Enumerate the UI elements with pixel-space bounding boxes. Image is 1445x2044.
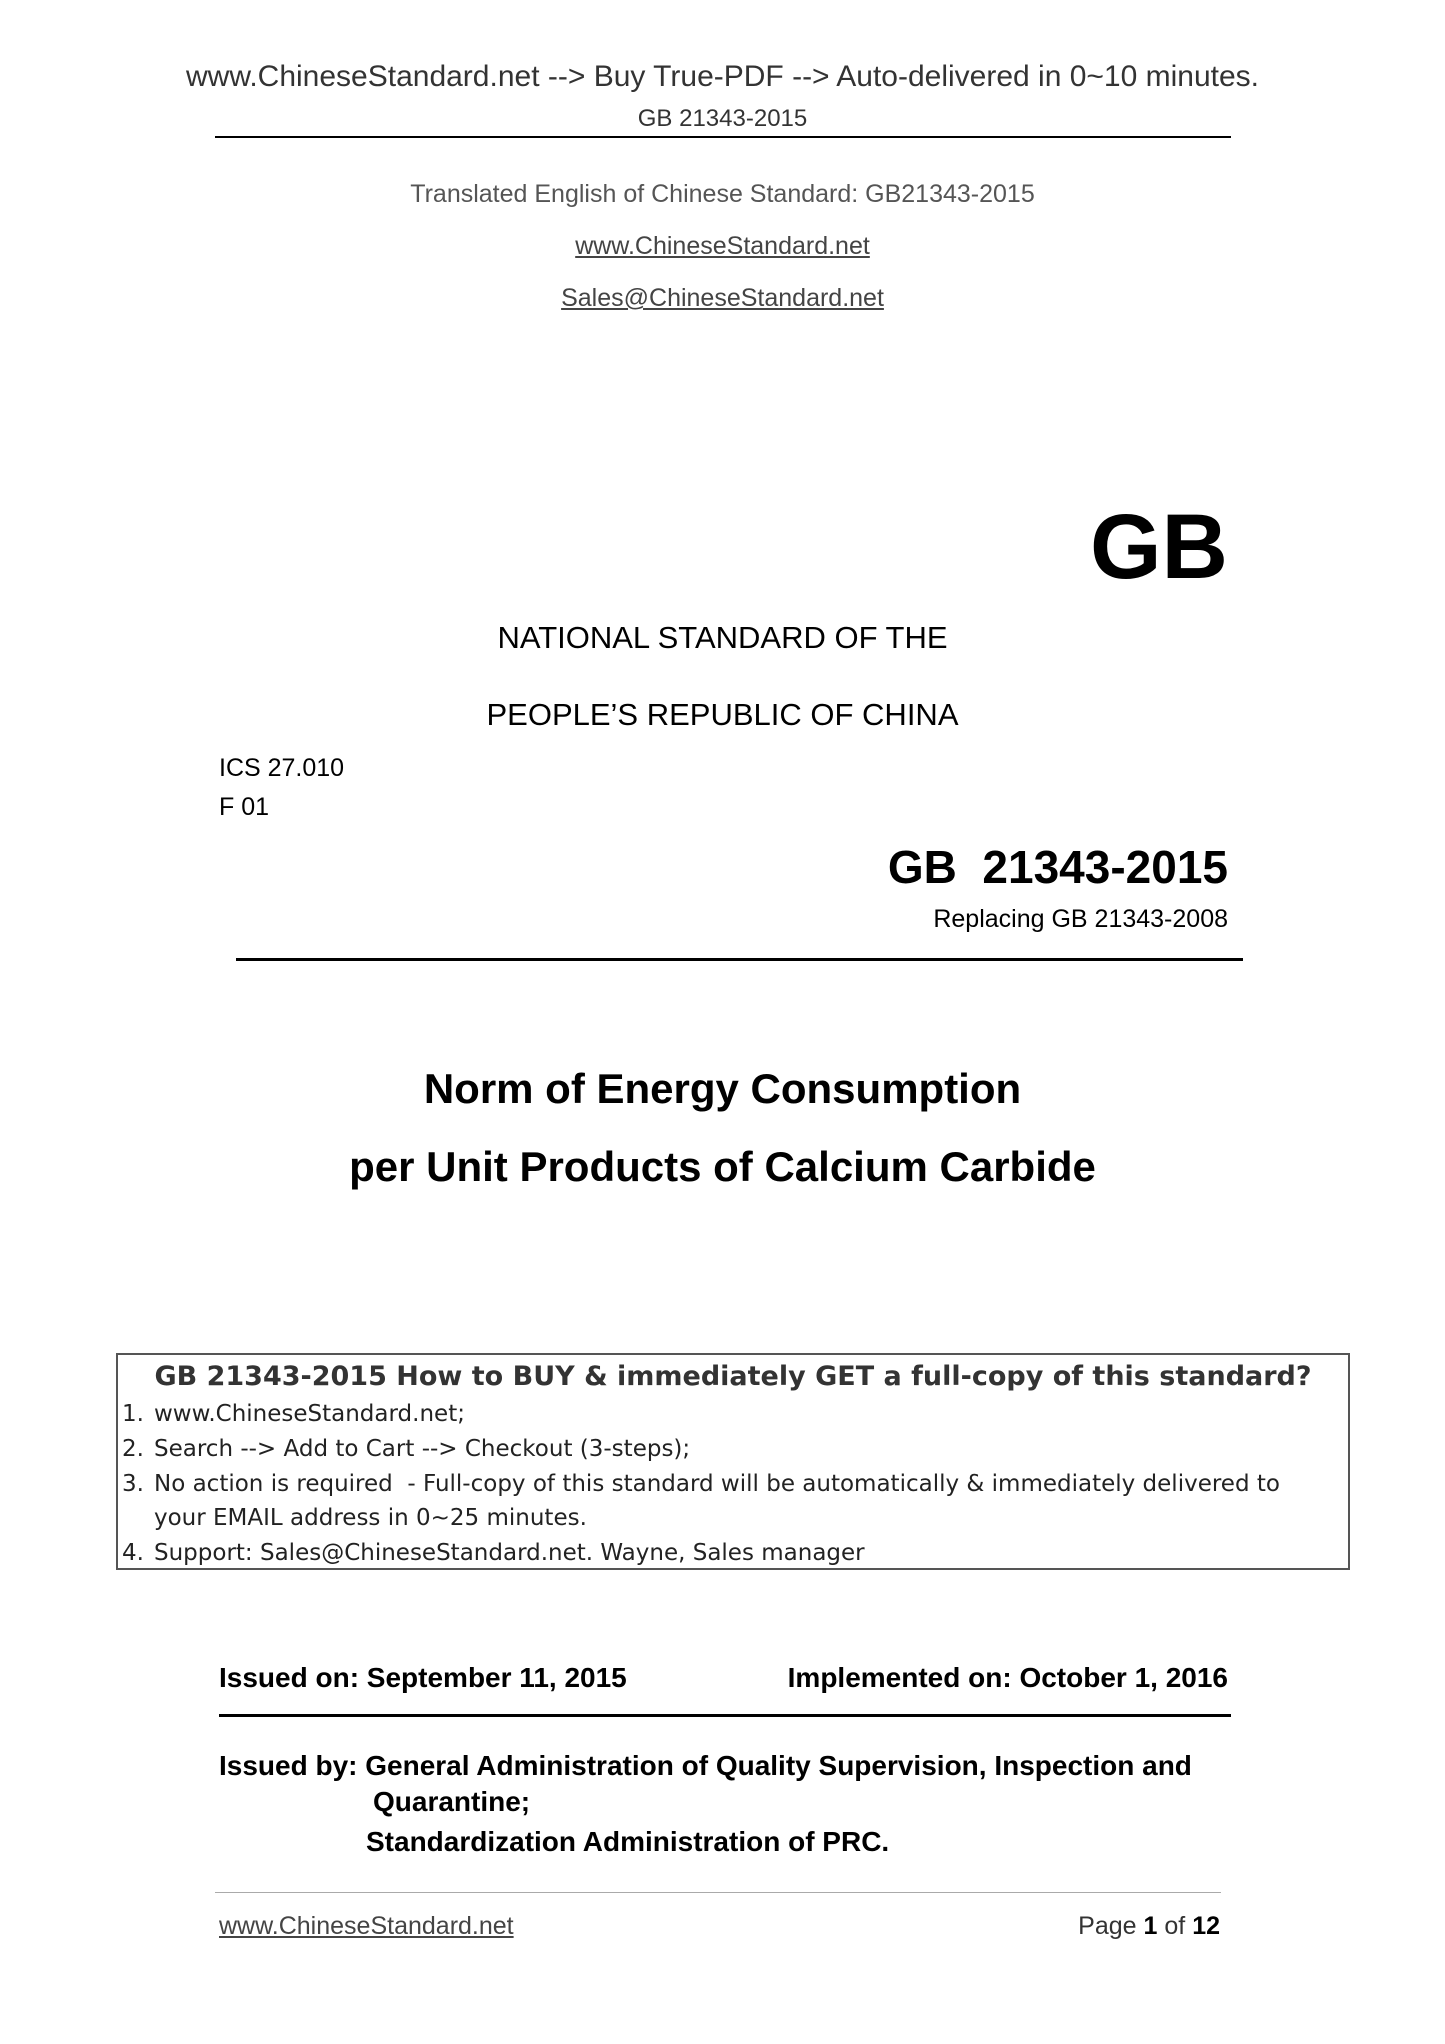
document-title-line-1: Norm of Energy Consumption [423, 1065, 1022, 1112]
header-standard-code: GB 21343-2015 [637, 105, 808, 132]
replacing-note: Replacing GB 21343-2008 [933, 905, 1228, 933]
issuer-line-3: Standardization Administration of PRC. [366, 1826, 890, 1857]
national-standard-line-1: NATIONAL STANDARD OF THE [497, 620, 948, 655]
site-link-row [0, 232, 1445, 261]
buy-step [122, 1436, 690, 1462]
step-number: 4. [122, 1540, 144, 1566]
page-total: 12 [1192, 1912, 1220, 1940]
translated-note: Translated English of Chinese Standard: GB21343-2015 [410, 180, 1035, 208]
site-link[interactable]: www.ChineseStandard.net [575, 232, 870, 260]
page-label: Page [1078, 1912, 1137, 1940]
header-divider [215, 136, 1231, 138]
implemented-on-date: Implemented on: October 1, 2016 [787, 1662, 1228, 1693]
buy-instructions-box [116, 1353, 1350, 1570]
standard-number: GB 21343-2015 [887, 841, 1228, 893]
ics-code: ICS 27.010 [219, 754, 345, 782]
step-number: 3. [122, 1471, 144, 1497]
email-link-row [0, 284, 1445, 313]
document-title-line-2: per Unit Products of Calcium Carbide [349, 1143, 1096, 1190]
national-standard-line-2: PEOPLE’S REPUBLIC OF CHINA [486, 697, 959, 732]
classification-code: F 01 [219, 793, 270, 821]
step-text: Support: Sales@ChineseStandard.net. Wayne, Sales manager [154, 1540, 865, 1566]
buy-box-heading: GB 21343-2015 How to BUY & immediately GET a full-copy of this standard? [154, 1361, 1312, 1392]
header-banner: www.ChineseStandard.net --> Buy True-PDF --> Auto-delivered in 0~10 minutes. [185, 60, 1260, 93]
step-number: 1. [122, 1401, 144, 1427]
page-current: 1 [1143, 1912, 1158, 1940]
footer-link-row [219, 1912, 514, 1941]
step-number: 2. [122, 1436, 144, 1462]
buy-step [122, 1540, 865, 1566]
footer-site-link[interactable]: www.ChineseStandard.net [219, 1912, 514, 1940]
step-text: your EMAIL address in 0~25 minutes. [154, 1505, 587, 1531]
issuer-line-1: Issued by: General Administration of Quality Supervision, Inspection and [219, 1750, 1192, 1781]
footer-divider [215, 1892, 1221, 1893]
page-number [1078, 1912, 1220, 1941]
step-text: www.ChineseStandard.net; [154, 1401, 465, 1427]
gb-mark: GB [1090, 496, 1228, 598]
step-text: No action is required - Full-copy of this standard will be automatically & immediately delivered to [154, 1471, 1280, 1497]
title-divider [236, 958, 1243, 961]
issued-on-date: Issued on: September 11, 2015 [219, 1662, 627, 1693]
issuer-line-2: Quarantine; [373, 1786, 531, 1817]
buy-step [122, 1471, 1280, 1497]
dates-divider [219, 1714, 1231, 1717]
buy-step-continuation [154, 1505, 587, 1531]
sales-email-link[interactable]: Sales@ChineseStandard.net [561, 284, 884, 312]
buy-step [122, 1401, 465, 1427]
step-text: Search --> Add to Cart --> Checkout (3-steps); [154, 1436, 691, 1462]
page-of: of [1164, 1912, 1186, 1940]
